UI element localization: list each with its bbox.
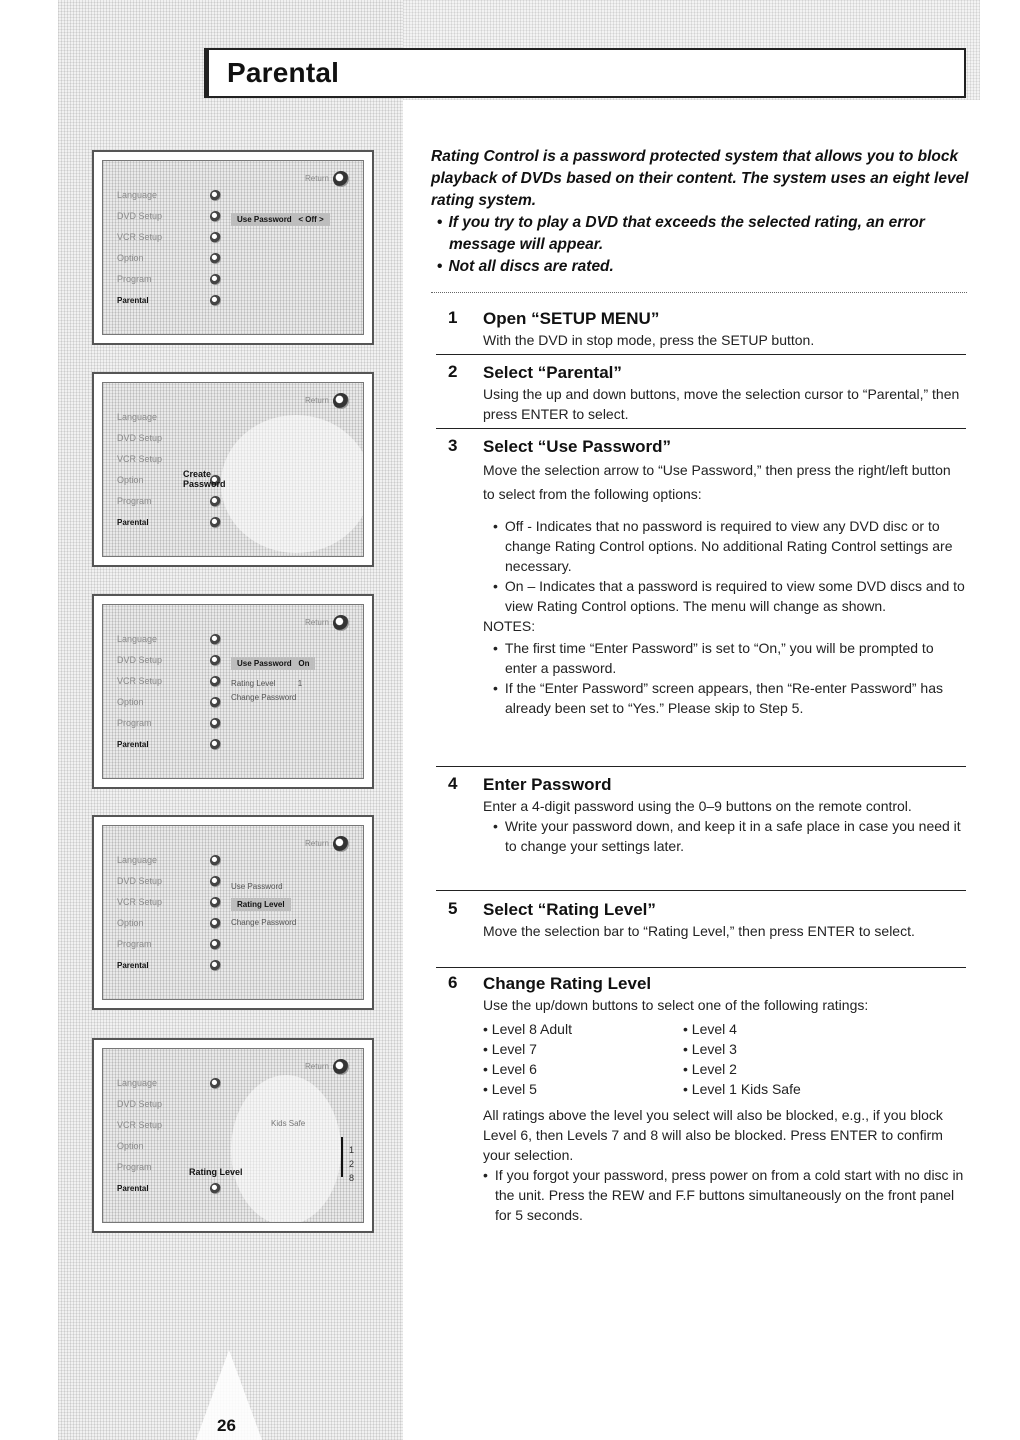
return-badge: Return	[305, 171, 349, 187]
return-icon	[333, 171, 349, 187]
option-off: • Off - Indicates that no password is required to view any DVD disc or to change Rating Control options. No additional Rating Control settings are necessary.	[493, 516, 966, 576]
rating-bracket	[341, 1137, 343, 1177]
menu-item: Option	[117, 1141, 144, 1151]
menu-item: Option	[109, 692, 221, 713]
screen-1	[102, 160, 364, 335]
menu-item: VCR Setup	[117, 1120, 163, 1130]
rating-level-item: • Level 5	[483, 1079, 683, 1099]
menu-item: VCR Setup	[109, 227, 221, 248]
menu-item: VCR Setup	[117, 454, 163, 464]
menu-dot-icon	[210, 295, 221, 306]
menu-item: Program	[109, 934, 221, 955]
menu-item: Program	[109, 491, 221, 512]
menu-item: Language	[117, 412, 158, 422]
menu-dot-icon	[210, 655, 221, 666]
menu-dot-icon	[210, 496, 221, 507]
menu-dot-icon	[210, 232, 221, 243]
intro-lead: Rating Control is a password protected system that allows you to block playback of DVDs based on their content. The system uses an eight level rating system.	[431, 148, 969, 209]
step-number: 3	[448, 436, 458, 455]
screen-panel-2	[92, 372, 374, 567]
menu-item-active: Parental	[109, 290, 221, 311]
rating-level-label: Rating Level	[189, 1167, 243, 1177]
menu-dot-icon	[210, 190, 221, 201]
step-2	[436, 362, 966, 429]
screen-3	[102, 604, 364, 779]
menu-item: Program	[109, 269, 221, 290]
step-number: 6	[448, 973, 458, 992]
step-title: Open “SETUP MENU”	[483, 309, 660, 328]
step-body: Move the selection bar to “Rating Level,” then press ENTER to select.	[483, 923, 915, 939]
step-title: Select “Parental”	[483, 363, 622, 382]
menu-dot-icon	[210, 739, 221, 750]
rating-levels	[483, 1019, 966, 1099]
menu-dot-icon	[210, 918, 221, 929]
step-number: 2	[448, 362, 458, 381]
rating-level-row: Rating Level	[231, 898, 291, 911]
step-number: 4	[448, 774, 458, 793]
menu-item: Language	[109, 629, 221, 650]
menu-dot-icon	[210, 274, 221, 285]
divider	[431, 292, 967, 293]
bracket-mid-num: 2	[349, 1159, 355, 1169]
menu-item: VCR Setup	[109, 671, 221, 692]
menu-dot-icon	[210, 1078, 221, 1089]
menu-dot-icon	[210, 897, 221, 908]
menu-item: Language	[109, 185, 221, 206]
menu-dot-icon	[210, 211, 221, 222]
screen-5	[102, 1048, 364, 1223]
create-password-label: Create Password	[183, 469, 226, 489]
return-icon	[333, 1059, 349, 1075]
title-box	[204, 48, 966, 98]
menu-item: DVD Setup	[117, 433, 163, 443]
menu-item: DVD Setup	[117, 1099, 163, 1109]
option-on: • On – Indicates that a password is required to view some DVD discs and to view Rating Control options. The menu will change as shown.	[493, 576, 966, 616]
step-body: Enter a 4-digit password using the 0–9 buttons on the remote control. • Write your password down, and keep it in a safe place in case you need it to change your settings later.	[483, 796, 966, 856]
menu-dot-icon	[210, 634, 221, 645]
menu-dot-icon	[210, 517, 221, 528]
return-icon	[333, 393, 349, 409]
step-bullet: • Write your password down, and keep it in a safe place in case you need it to change your settings later.	[493, 816, 966, 856]
step-5	[436, 899, 966, 968]
bracket-top-num: 1	[349, 1145, 355, 1155]
menu-dot-icon	[210, 697, 221, 708]
setup-menu	[109, 629, 221, 755]
menu-dot-icon	[210, 1183, 221, 1194]
use-password-row: Use Password	[231, 882, 283, 891]
step-after: All ratings above the level you select will also be blocked, e.g., if you block Level 6, then Levels 7 and 8 will also be blocked. Press ENTER to confirm your selection.	[483, 1107, 943, 1163]
menu-item-active: Parental	[109, 734, 221, 755]
step-title: Select “Use Password”	[483, 437, 672, 456]
setup-menu	[109, 185, 221, 311]
menu-item: DVD Setup	[109, 650, 221, 671]
screen-4	[102, 825, 364, 1000]
change-password-row: Change Password	[231, 918, 297, 927]
return-badge: Return	[305, 615, 349, 631]
menu-item: DVD Setup	[109, 206, 221, 227]
setup-menu	[109, 1073, 221, 1199]
menu-dot-icon	[210, 718, 221, 729]
change-password-row: Change Password	[231, 693, 297, 702]
menu-item: Language	[109, 1073, 221, 1094]
menu-item: Language	[109, 850, 221, 871]
rating-level-item: • Level 6	[483, 1059, 683, 1079]
step-tip: • If you forgot your password, press power on from a cold start with no disc in the unit. Press the REW and F.F buttons simultaneously on the front panel for 5 seconds.	[483, 1165, 966, 1225]
menu-dot-icon	[210, 676, 221, 687]
menu-item: Option	[109, 913, 221, 934]
return-badge: Return	[305, 1059, 349, 1075]
screen-2	[102, 382, 364, 557]
rating-level-item: • Level 3	[683, 1039, 883, 1059]
screen-panel-5	[92, 1038, 374, 1233]
menu-item: Program	[109, 713, 221, 734]
menu-item-active: Parental	[109, 955, 221, 976]
page-number: 26	[217, 1416, 236, 1435]
step-number: 5	[448, 899, 458, 918]
menu-item: DVD Setup	[109, 871, 221, 892]
menu-dot-icon	[210, 855, 221, 866]
notes-heading: NOTES:	[483, 618, 536, 634]
menu-dot-icon	[210, 876, 221, 887]
popup-bubble	[231, 1075, 341, 1223]
return-icon	[333, 615, 349, 631]
menu-dot-icon	[210, 960, 221, 971]
step-title: Change Rating Level	[483, 974, 652, 993]
rating-level-item: • Level 2	[683, 1059, 883, 1079]
screen-panel-1	[92, 150, 374, 345]
return-badge: Return	[305, 836, 349, 852]
screen-panel-3	[92, 594, 374, 789]
menu-item: Program	[117, 1162, 152, 1172]
rating-level-item: • Level 4	[683, 1019, 883, 1039]
setup-menu	[109, 850, 221, 976]
menu-item: VCR Setup	[109, 892, 221, 913]
use-password-row: Use Password < Off >	[231, 213, 330, 226]
return-badge: Return	[305, 393, 349, 409]
rating-level-row: Rating Level 1	[231, 679, 303, 688]
menu-item: Option	[109, 248, 221, 269]
rating-level-item: • Level 7	[483, 1039, 683, 1059]
step-number: 1	[448, 308, 458, 327]
step-title: Enter Password	[483, 775, 612, 794]
menu-item-active: Parental	[109, 512, 221, 533]
menu-item: Option	[109, 470, 221, 491]
intro-bullet: • If you try to play a DVD that exceeds the selected rating, an error message will appear.	[431, 212, 971, 256]
step-4	[436, 774, 966, 891]
page-title: Parental	[227, 57, 340, 88]
menu-dot-icon	[210, 939, 221, 950]
note: • The first time “Enter Password” is set to “On,” you will be prompted to enter a password.	[493, 638, 966, 678]
step-body: Move the selection arrow to “Use Password,” then press the right/left button to select from the following options: • Off - Indicates that no password is required to view any DVD disc or to change Rating Control options. No additional Rating Control settings are necessary. • On – Indicates that a password is required to view some DVD discs and to view Rating Control options. The menu will change as shown. NOTES: • The first time “Enter Password” is set to “On,” you will be prompted to enter a password. • If the “Enter Password” screen appears, then “Re-enter Password” has already been set to “Yes.” Please skip to Step 5.	[483, 458, 966, 718]
kids-safe-label: Kids Safe	[271, 1119, 306, 1128]
step-3	[436, 436, 966, 767]
step-6	[436, 973, 966, 1233]
step-1	[436, 308, 966, 355]
note: • If the “Enter Password” screen appears, then “Re-enter Password” has already been set to “Yes.” Please skip to Step 5.	[493, 678, 966, 718]
bracket-bot-num: 8	[349, 1173, 355, 1183]
intro-bullet: • Not all discs are rated.	[431, 256, 971, 278]
menu-item-active: Parental	[109, 1178, 221, 1199]
step-body: Using the up and down buttons, move the selection cursor to “Parental,” then press ENTER to select.	[483, 386, 960, 422]
rating-level-item: • Level 1 Kids Safe	[683, 1079, 883, 1099]
screen-panel-4	[92, 815, 374, 1010]
return-icon	[333, 836, 349, 852]
menu-dot-icon	[210, 253, 221, 264]
use-password-row: Use Password On	[231, 657, 315, 670]
intro-text	[431, 146, 971, 278]
step-body: Use the up/down buttons to select one of the following ratings: • Level 8 Adult • Level 4 • Level 7 • Level 3 • Level 6 • Level 2 • Level 5 • Level 1 Kids Safe All ratings above the level you select will also be blocked, e.g., if you block Level 6, then Levels 7 and 8 will also be blocked. Press ENTER to confirm your selection. • If you forgot your password, press power on from a cold start with no disc in the unit. Press the REW and F.F buttons simultaneously on the front panel for 5 seconds.	[483, 995, 966, 1225]
intro-bullets	[431, 212, 971, 278]
step-body: With the DVD in stop mode, press the SETUP button.	[483, 332, 815, 348]
step-title: Select “Rating Level”	[483, 900, 656, 919]
rating-level-item: • Level 8 Adult	[483, 1019, 683, 1039]
